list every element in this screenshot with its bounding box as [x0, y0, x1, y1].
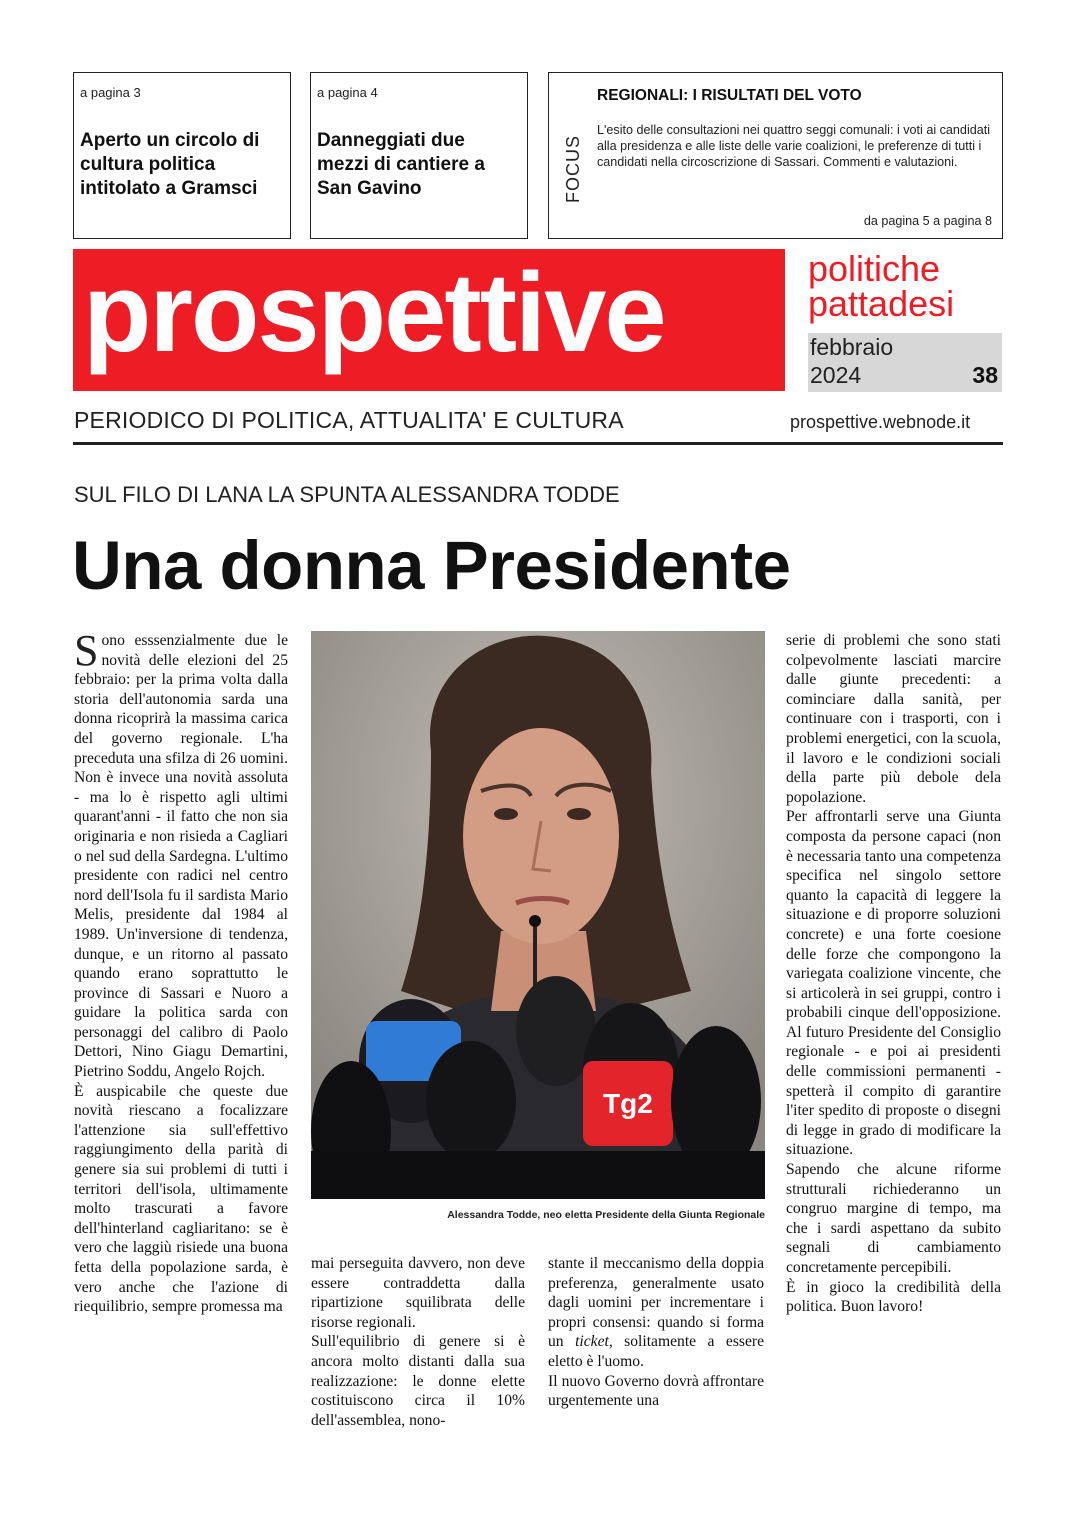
focus-page-ref: da pagina 5 a pagina 8 — [863, 214, 992, 228]
article-photo — [311, 631, 765, 1199]
press-conference-image — [311, 631, 765, 1199]
teaser-box-gramsci[interactable] — [73, 72, 291, 239]
masthead-subtitle-1: politiche — [808, 248, 941, 289]
divider — [73, 442, 1003, 445]
teaser-headline[interactable]: Danneggiati due mezzi di cantiere a San Gavino — [317, 130, 485, 199]
focus-label: FOCUS — [563, 135, 583, 203]
issue-number: 38 — [972, 362, 998, 388]
article-paragraph: mai perseguita davvero, non deve essere contraddetta dalla ripartizione squilibrata delle risorse regionali. — [311, 1255, 525, 1331]
italic-term: ticket — [575, 1333, 609, 1351]
website-link[interactable]: prospettive.webnode.it — [790, 412, 971, 432]
mic-logo-text: Tg2 — [603, 1088, 653, 1119]
focus-box[interactable] — [548, 72, 1003, 239]
masthead-tagline: PERIODICO DI POLITICA, ATTUALITA' E CULTURA — [74, 407, 624, 433]
article-column-2 — [311, 1254, 525, 1430]
article-paragraph: È in gioco la credibilità della politica. Buon lavoro! — [786, 1278, 1001, 1316]
masthead-title: prospettive — [83, 250, 665, 375]
teaser-box-san-gavino[interactable] — [310, 72, 528, 239]
issue-year: 2024 — [810, 362, 862, 388]
article-paragraph: Il nuovo Governo dovrà affrontare urgentemente una — [548, 1372, 764, 1410]
article-paragraph: Per affrontarli serve una Giunta composta da persone capaci (non è necessaria tanto una competenza specifica nel singolo settore quanto la capacità di leggere la situazione e di proporre soluzioni concrete) e una forte coesione delle forze che compongono la variegata coalizione vincente, che si articolerà in sei gruppi, contro i probabili cinque dell'opposizione. Al futuro Presidente del Consiglio regionale - e poi ai presidenti delle commissioni permanenti - spetterà il compito di garantire l'iter spedito di proposte o disegni di legge in grado di modificare la situazione. — [786, 808, 1001, 1159]
issue-info — [808, 333, 1002, 392]
article-paragraph: È auspicabile che queste due novità riescano a focalizzare l'attenzione sia sull'effettivo raggiungimento della parità di genere sia sui problemi di tutti i territori dell'isola, ultimamente molto trascurati a favore dell'hinterland cagliaritano: se è vero che laggiù risiede una buona fetta della popolazione sarda, è vero anche che l'azione di riequilibrio, sempre promessa ma — [74, 1082, 288, 1316]
article-column-4 — [786, 631, 1001, 1317]
masthead-subtitle-2: pattadesi — [808, 283, 955, 324]
article-paragraph: Sull'equilibrio di genere si è ancora molto distanti dalla sua realizzazione: le donne elette costituiscono circa il 10% dell'assemblea, nono- — [311, 1333, 525, 1429]
teaser-page-ref: a pagina 3 — [80, 85, 141, 100]
photo-caption: Alessandra Todde, neo eletta Presidente della Giunta Regionale — [447, 1209, 765, 1221]
article-column-3 — [548, 1254, 764, 1411]
teaser-page-ref: a pagina 4 — [317, 85, 378, 100]
masthead-logo — [73, 249, 785, 391]
article-paragraph: serie di problemi che sono stati colpevolmente lasciati marcire dalle giunte precedenti: a cominciare dalla sanità, per continuare con i trasporti, con i problemi energetici, con la scuola, il lavoro e le condizioni sociali della parte più debole dela popolazione. — [786, 632, 1001, 806]
article-paragraph: Sapendo che alcune riforme strutturali richiederanno un congruo margine di tempo, ma che i sardi aspettano da subito segnali di cambiamento concretamente percepibili. — [786, 1161, 1001, 1276]
article-kicker: SUL FILO DI LANA LA SPUNTA ALESSANDRA TODDE — [74, 482, 620, 507]
article-paragraph: Sono esssenzialmente due le novità delle elezioni del 25 febbraio: per la prima volta dalla storia dell'autonomia sarda una donna ricoprirà la massima carica del governo regionale. L'ha preceduta una sfilza di 26 uomini. Non è invece una novità assoluta - ma lo è rispetto agli ultimi quarant'anni - il fatto che non sia originaria e non risieda a Cagliari o nel sud della Sardegna. L'ultimo presidente con radici nel centro nord dell'Isola fu il sardista Mario Melis, presidente dal 1984 al 1989. Un'inversione di tendenza, dunque, e un ritorno al passato quando erano soprattutto le province di Sassari e Nuoro a guidare la politica sarda con personaggi del calibro di Paolo Dettori, Nino Giagu Demartini, Pietrino Soddu, Angelo Rojch. — [74, 626, 288, 1081]
article-title: Una donna Presidente — [72, 527, 791, 604]
issue-month: febbraio — [810, 334, 894, 360]
article-column-1 — [74, 626, 288, 1317]
article-paragraph: stante il meccanismo della doppia preferenza, generalmente usato dagli uomini per incrementare i propri consensi: quando si forma un ticket, solitamente a essere eletto è l'uomo. — [548, 1255, 764, 1370]
drop-cap: S — [74, 626, 99, 675]
teaser-headline[interactable]: Aperto un circolo di cultura politica intitolato a Gramsci — [80, 130, 260, 199]
focus-body: L'esito delle consultazioni nei quattro seggi comunali: i voti ai candidati alla presidenza e alle liste delle varie coalizioni, le preferenze di tutti i candidati nella circoscrizione di Sassari. Commenti e valutazioni. — [597, 123, 991, 169]
focus-title[interactable]: REGIONALI: I RISULTATI DEL VOTO — [597, 87, 862, 104]
